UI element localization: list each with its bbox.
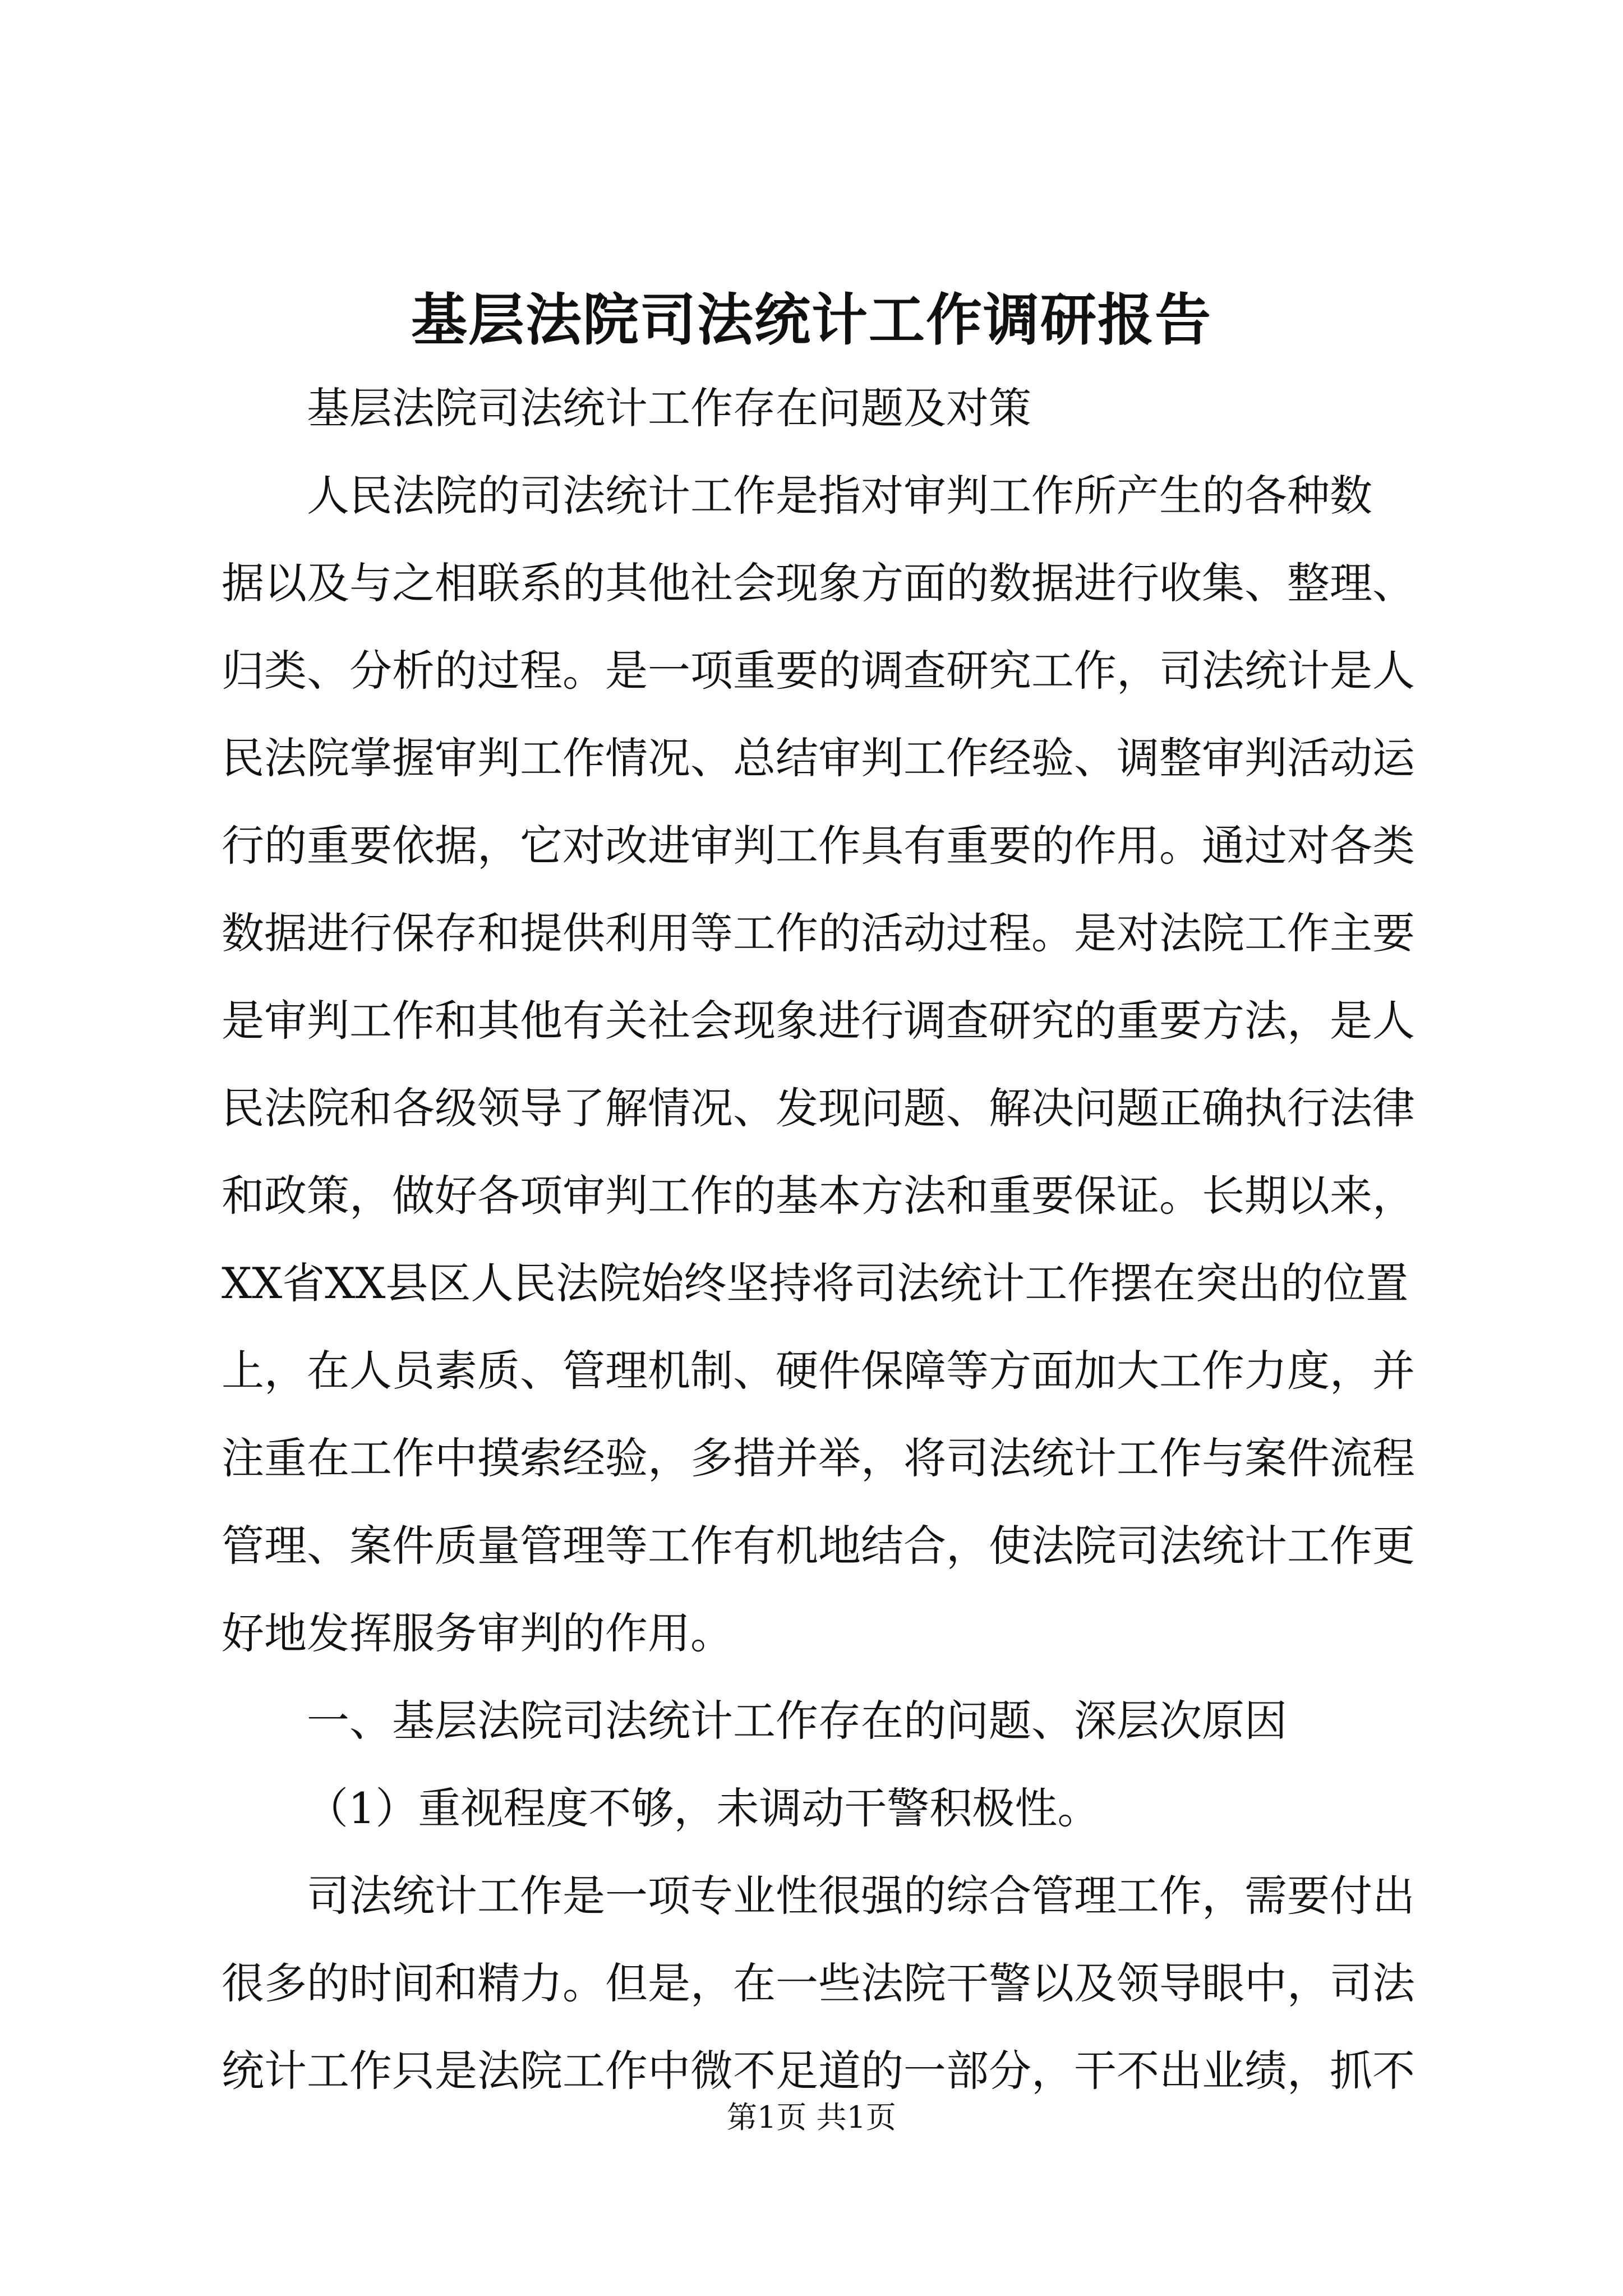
paragraph-line: 司法统计工作是一项专业性很强的综合管理工作，需要付出 [307, 1871, 1415, 1921]
paragraph-line: 和政策，做好各项审判工作的基本方法和重要保证。长期以来， [222, 1171, 1415, 1221]
paragraph-line: 注重在工作中摸索经验，多措并举，将司法统计工作与案件流程 [222, 1433, 1415, 1483]
document-body [222, 365, 1422, 2115]
paragraph-line: 数据进行保存和提供利用等工作的活动过程。是对法院工作主要 [222, 908, 1415, 958]
paragraph-line: 民法院和各级领导了解情况、发现问题、解决问题正确执行法律 [222, 1083, 1415, 1133]
document-title: 基层法院司法统计工作调研报告 [411, 287, 1212, 353]
paragraph-line: 归类、分析的过程。是一项重要的调查研究工作，司法统计是人 [222, 646, 1415, 696]
page-footer: 第1页 共1页 [727, 2100, 896, 2135]
paragraph-line: 上，在人员素质、管理机制、硬件保障等方面加大工作力度，并 [222, 1346, 1415, 1396]
paragraph-line: 管理、案件质量管理等工作有机地结合，使法院司法统计工作更 [222, 1521, 1415, 1571]
paragraph-1 [222, 452, 1422, 1677]
paragraph-line: 行的重要依据，它对改进审判工作具有重要的作用。通过对各类 [222, 821, 1415, 871]
section-heading: 一、基层法院司法统计工作存在的问题、深层次原因 [307, 1696, 1287, 1746]
paragraph-2 [222, 1852, 1422, 2115]
paragraph-line: 据以及与之相联系的其他社会现象方面的数据进行收集、整理、 [222, 558, 1415, 608]
paragraph-line: 是审判工作和其他有关社会现象进行调查研究的重要方法，是人 [222, 996, 1415, 1046]
document-subtitle: 基层法院司法统计工作存在问题及对策 [307, 383, 1031, 433]
subsection-heading: （1）重视程度不够，未调动干警积极性。 [306, 1783, 1100, 1833]
paragraph-line: 人民法院的司法统计工作是指对审判工作所产生的各种数 [307, 471, 1372, 521]
paragraph-line: 好地发挥服务审判的作用。 [222, 1608, 733, 1658]
paragraph-line: XX省XX县区人民法院始终坚持将司法统计工作摆在突出的位置 [222, 1258, 1409, 1308]
paragraph-line: 很多的时间和精力。但是，在一些法院干警以及领导眼中，司法 [222, 1958, 1415, 2008]
paragraph-line: 民法院掌握审判工作情况、总结审判工作经验、调整审判活动运 [222, 733, 1415, 783]
paragraph-line: 统计工作只是法院工作中微不足道的一部分，干不出业绩，抓不 [222, 2046, 1415, 2096]
